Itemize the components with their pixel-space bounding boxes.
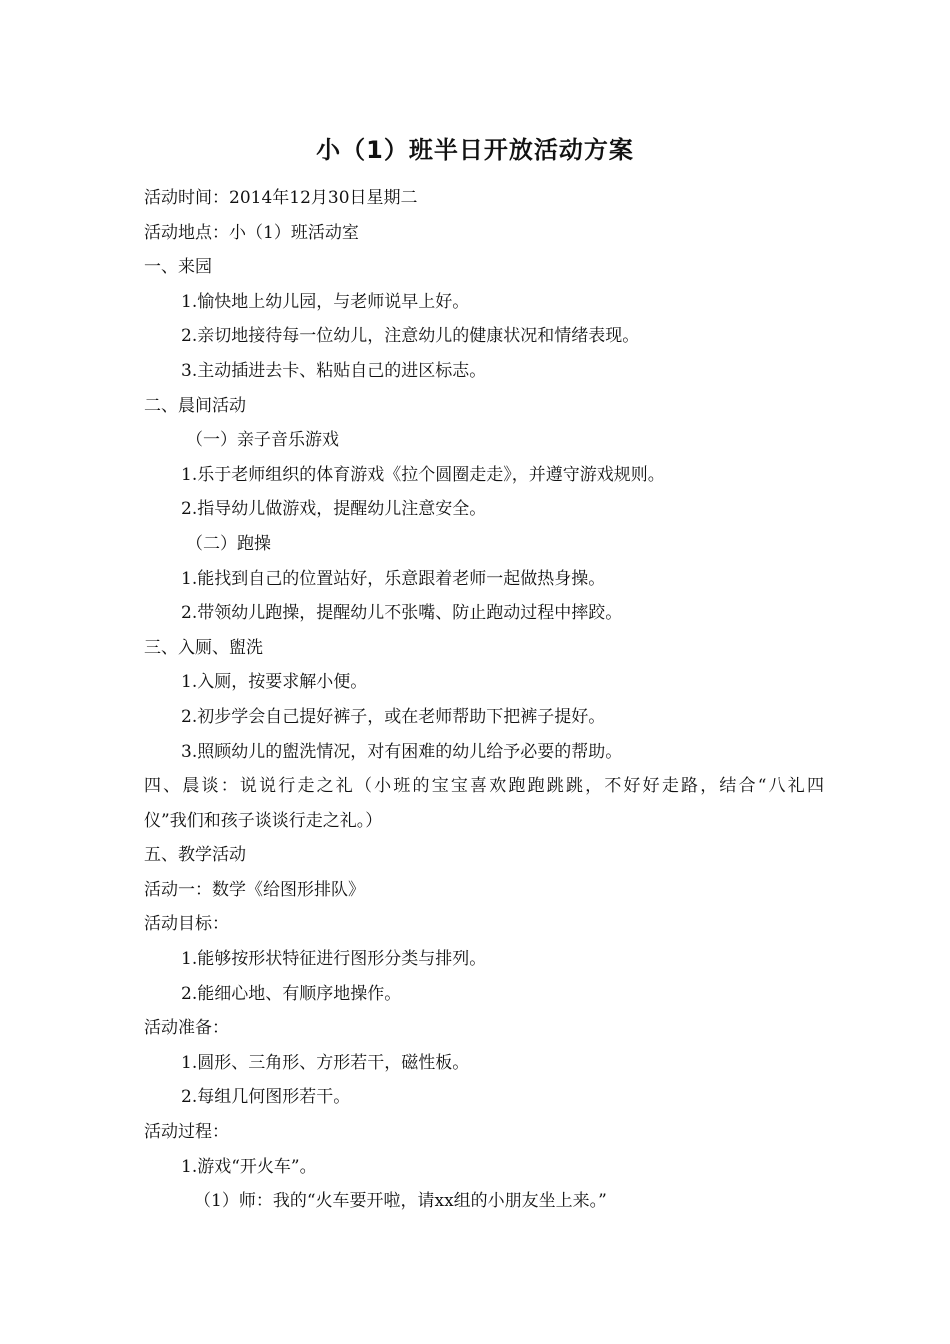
paragraph-line: 3.主动插进去卡、粘贴自己的进区标志。 xyxy=(181,360,487,381)
paragraph-line: 二、晨间活动 xyxy=(144,395,246,416)
paragraph-line: 四、晨谈：说说行走之礼（小班的宝宝喜欢跑跑跳跳，不好好走路，结合“八礼四 xyxy=(144,776,824,797)
paragraph-line: （二）跑操 xyxy=(186,533,271,554)
paragraph-line: 仪”我们和孩子谈谈行走之礼。） xyxy=(144,810,383,831)
paragraph-line: （一）亲子音乐游戏 xyxy=(186,430,339,451)
paragraph-line: 2.每组几何图形若干。 xyxy=(181,1087,351,1108)
paragraph-line: 三、入厕、盥洗 xyxy=(144,637,263,658)
document-title: 小（1）班半日开放活动方案 xyxy=(316,136,634,164)
paragraph-line: 3.照顾幼儿的盥洗情况，对有困难的幼儿给予必要的帮助。 xyxy=(181,741,623,762)
paragraph-line: 1.愉快地上幼儿园，与老师说早上好。 xyxy=(181,291,470,312)
paragraph-line: 2.指导幼儿做游戏，提醒幼儿注意安全。 xyxy=(181,499,487,520)
paragraph-line: （1）师：我的“火车要开啦，请xx组的小朋友坐上来。” xyxy=(194,1191,607,1212)
paragraph-line: 2.带领幼儿跑操，提醒幼儿不张嘴、防止跑动过程中摔跤。 xyxy=(181,603,623,624)
paragraph-line: 1.圆形、三角形、方形若干，磁性板。 xyxy=(181,1052,470,1073)
paragraph-line: 1.乐于老师组织的体育游戏《拉个圆圈走走》，并遵守游戏规则。 xyxy=(181,464,665,485)
paragraph-line: 1.入厕，按要求解小便。 xyxy=(181,672,368,693)
document-body xyxy=(144,181,824,1219)
paragraph-line: 1.游戏“开火车”。 xyxy=(181,1156,317,1177)
paragraph-line: 一、来园 xyxy=(144,257,212,278)
paragraph-line: 五、教学活动 xyxy=(144,845,246,866)
paragraph-line: 活动准备： xyxy=(144,1018,229,1039)
paragraph-line: 2.能细心地、有顺序地操作。 xyxy=(181,983,402,1004)
paragraph-line: 活动地点：小（1）班活动室 xyxy=(144,222,359,243)
paragraph-line: 2.亲切地接待每一位幼儿，注意幼儿的健康状况和情绪表现。 xyxy=(181,326,640,347)
paragraph-line: 1.能够按形状特征进行图形分类与排列。 xyxy=(181,949,487,970)
paragraph-line: 活动时间：2014年12月30日星期二 xyxy=(144,188,418,208)
paragraph-line: 活动过程： xyxy=(144,1122,229,1143)
paragraph-line: 1.能找到自己的位置站好，乐意跟着老师一起做热身操。 xyxy=(181,568,606,589)
paragraph-line: 活动一：数学《给图形排队》 xyxy=(144,879,365,900)
paragraph-line: 活动目标： xyxy=(144,914,229,935)
paragraph-line: 2.初步学会自己提好裤子，或在老师帮助下把裤子提好。 xyxy=(181,706,606,727)
